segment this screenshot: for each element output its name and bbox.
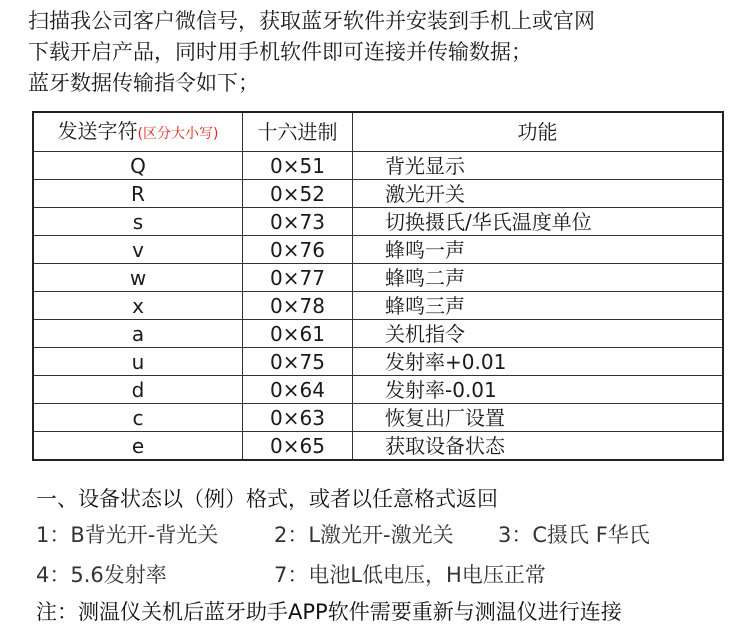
command-table [32,111,724,461]
table-row [33,152,723,180]
cell-function: 蜂鸣一声 [353,236,724,264]
status-format-heading: 一、设备状态以（例）格式，或者以任意格式返回 [36,487,498,511]
table-row [33,208,723,236]
legend-item-unit: 3：C摄氏 F华氏 [498,523,650,547]
cell-hex: 0×77 [243,264,353,292]
cell-char: d [33,376,243,404]
cell-char: u [33,348,243,376]
cell-hex: 0×52 [243,180,353,208]
table-row [33,236,723,264]
cell-function: 激光开关 [353,180,724,208]
cell-char: Q [33,152,243,180]
header-char-label: 发送字符 [57,118,138,143]
cell-hex: 0×75 [243,348,353,376]
cell-hex: 0×51 [243,152,353,180]
cell-function: 恢复出厂设置 [353,404,724,432]
table-row [33,348,723,376]
cell-char: w [33,264,243,292]
cell-function: 获取设备状态 [353,432,724,461]
cell-char: a [33,320,243,348]
intro-line-1: 扫描我公司客户微信号，获取蓝牙软件并安装到手机上或官网 [28,9,595,33]
legend-item-emissivity: 4：5.6发射率 [36,563,167,587]
table-row [33,376,723,404]
cell-hex: 0×78 [243,292,353,320]
intro-line-3: 蓝牙数据传输指令如下； [28,71,259,95]
status-legend-row-1 [36,519,736,549]
cell-char: s [33,208,243,236]
intro-text [28,6,595,99]
cell-function: 蜂鸣二声 [353,264,724,292]
status-legend-row-2 [36,559,736,589]
header-function: 功能 [353,112,724,152]
table-header-row [33,112,723,152]
table-row [33,264,723,292]
cell-hex: 0×61 [243,320,353,348]
cell-hex: 0×76 [243,236,353,264]
table-row [33,404,723,432]
cell-hex: 0×65 [243,432,353,461]
header-hex: 十六进制 [243,112,353,152]
legend-item-laser: 2：L激光开-激光关 [274,523,454,547]
table-row [33,320,723,348]
cell-char: R [33,180,243,208]
legend-item-backlight: 1：B背光开-背光关 [36,523,219,547]
case-sensitive-note: (区分大小写) [137,125,219,142]
intro-line-2: 下载开启产品，同时用手机软件即可连接并传输数据； [28,40,532,64]
cell-function: 发射率+0.01 [353,348,724,376]
table-row [33,180,723,208]
table-row [33,432,723,461]
cell-function: 关机指令 [353,320,724,348]
legend-item-battery: 7：电池L低电压，H电压正常 [274,563,546,587]
reconnect-note: 注：测温仪关机后蓝牙助手APP软件需要重新与测温仪进行连接 [36,600,622,624]
cell-hex: 0×63 [243,404,353,432]
cell-hex: 0×73 [243,208,353,236]
cell-char: x [33,292,243,320]
cell-function: 发射率-0.01 [353,376,724,404]
cell-function: 切换摄氏/华氏温度单位 [353,208,724,236]
table-row [33,292,723,320]
cell-hex: 0×64 [243,376,353,404]
header-char [33,112,243,152]
cell-char: v [33,236,243,264]
cell-char: c [33,404,243,432]
cell-char: e [33,432,243,461]
cell-function: 背光显示 [353,152,724,180]
cell-function: 蜂鸣三声 [353,292,724,320]
